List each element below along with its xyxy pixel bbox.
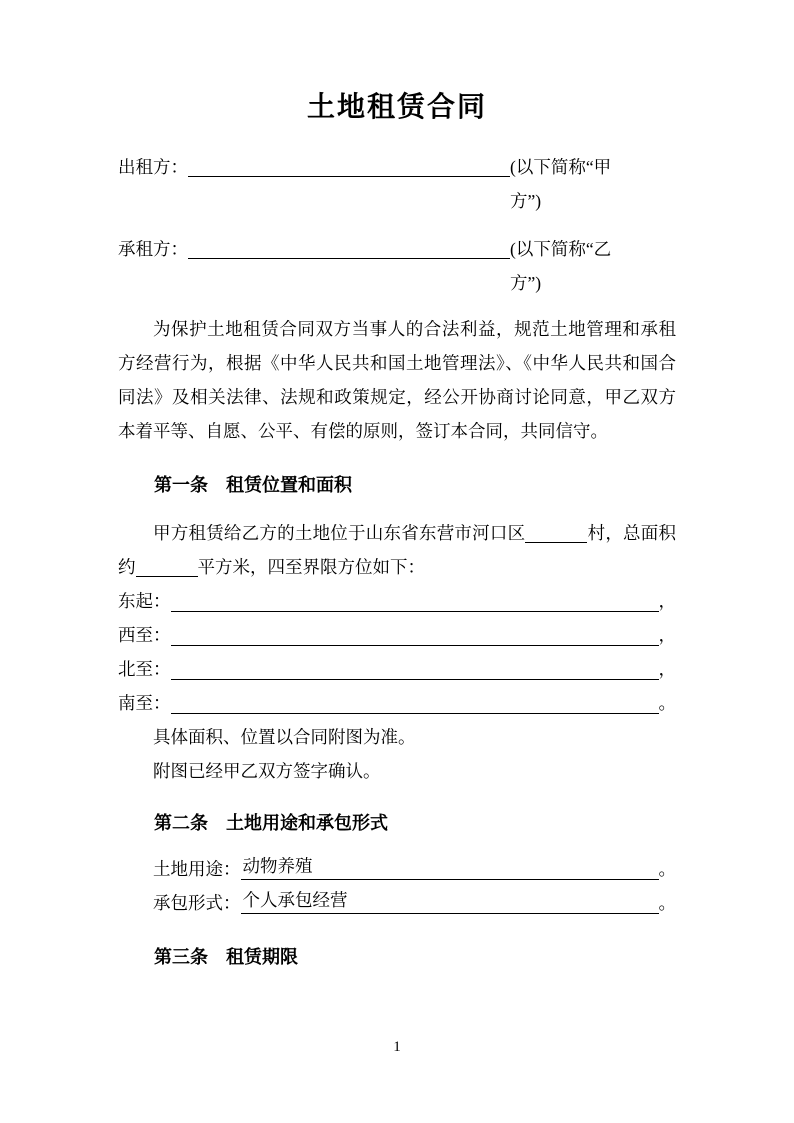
- attachment-note-1: 具体面积、位置以合同附图为准。: [153, 727, 416, 747]
- attachment-note-2: 附图已经甲乙双方签字确认。: [153, 761, 381, 781]
- lessor-line: [118, 150, 676, 218]
- boundary-punct-west: ，: [658, 625, 676, 645]
- boundary-blank-east: [171, 584, 659, 612]
- boundary-label-north: 北至：: [118, 659, 171, 679]
- page-number: 1: [393, 1039, 401, 1055]
- document-title: 土地租赁合同: [306, 92, 487, 123]
- boundary-blank-west: [171, 618, 659, 646]
- location-text-part2: 村，总面积约: [118, 523, 677, 577]
- land-use-label: 土地用途：: [153, 859, 241, 879]
- land-use-value-line: [241, 852, 659, 880]
- article3-heading: 第三条 租赁期限: [154, 947, 298, 967]
- location-paragraph: [118, 516, 676, 584]
- lessor-label: 出租方：: [118, 157, 188, 177]
- lessee-blank-line: [188, 242, 510, 260]
- boundary-row-north: [118, 652, 676, 686]
- boundary-punct-east: ，: [658, 591, 676, 611]
- lessor-suffix: (以下简称“甲方”): [510, 157, 612, 211]
- boundary-row-west: [118, 618, 676, 652]
- boundary-label-east: 东起：: [118, 591, 171, 611]
- preamble-paragraph: 为保护土地租赁合同双方当事人的合法利益，规范土地管理和承租方经营行为，根据《中华人民共和国土地管理法》、《中华人民共和国合同法》及相关法律、法规和政策规定，经公开协商讨论同意，甲乙双方本着平等、自愿、公平、有偿的原则，签订本合同，共同信守。: [118, 319, 676, 441]
- boundary-blank-north: [171, 652, 659, 680]
- area-blank: [136, 560, 198, 578]
- contract-form-row: [118, 886, 676, 920]
- land-use-value: 动物养殖: [242, 856, 313, 876]
- contract-form-label: 承包形式：: [153, 893, 241, 913]
- location-text-part3: 平方米，四至界限方位如下：: [197, 557, 425, 577]
- article2-heading: 第二条 土地用途和承包形式: [154, 813, 388, 833]
- land-use-row: [118, 852, 676, 886]
- boundary-row-east: [118, 584, 676, 618]
- boundary-row-south: [118, 686, 676, 720]
- land-use-punct: 。: [658, 859, 676, 879]
- location-text-part1: 甲方租赁给乙方的土地位于山东省东营市河口区: [153, 523, 526, 543]
- contract-form-value: 个人承包经营: [242, 890, 348, 910]
- boundary-blank-south: [171, 686, 659, 714]
- contract-form-punct: 。: [658, 893, 676, 913]
- contract-form-value-line: [241, 886, 659, 914]
- boundary-label-west: 西至：: [118, 625, 171, 645]
- document-content: [118, 88, 676, 970]
- lessor-blank-line: [188, 160, 510, 178]
- article1-heading: 第一条 租赁位置和面积: [154, 475, 352, 495]
- boundary-punct-south: 。: [658, 693, 676, 713]
- lessee-suffix: (以下简称“乙方”): [510, 239, 612, 293]
- lessee-line: [118, 232, 676, 300]
- lessee-label: 承租方：: [118, 239, 188, 259]
- village-blank: [525, 526, 587, 544]
- boundary-label-south: 南至：: [118, 693, 171, 713]
- boundary-punct-north: ，: [658, 659, 676, 679]
